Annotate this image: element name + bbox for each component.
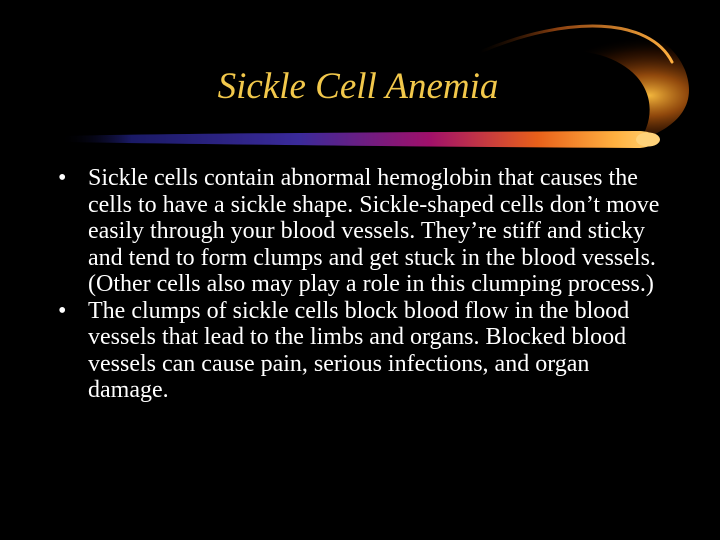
bullet-icon: •	[58, 297, 67, 324]
slide-title: Sickle Cell Anemia	[217, 66, 499, 107]
bullet-list	[58, 165, 668, 404]
bullet-text: The clumps of sickle cells block blood flow in the blood vessels that lead to the limbs and organs. Blocked blood vessels can cause pain, serious infections, and organ damage.	[88, 297, 630, 403]
bullet-text: Sickle cells contain abnormal hemoglobin that causes the cells to have a sickle shape. Sickle-shaped cells don’t move easily through your blood vessels. They’re stiff and sticky and tend to form clumps and get stuck in the blood vessels. (Other cells also may play a role in this clumping process.)	[88, 165, 660, 297]
bullet-item	[58, 298, 668, 404]
bullet-item	[58, 165, 668, 298]
bullet-icon: •	[58, 165, 67, 191]
